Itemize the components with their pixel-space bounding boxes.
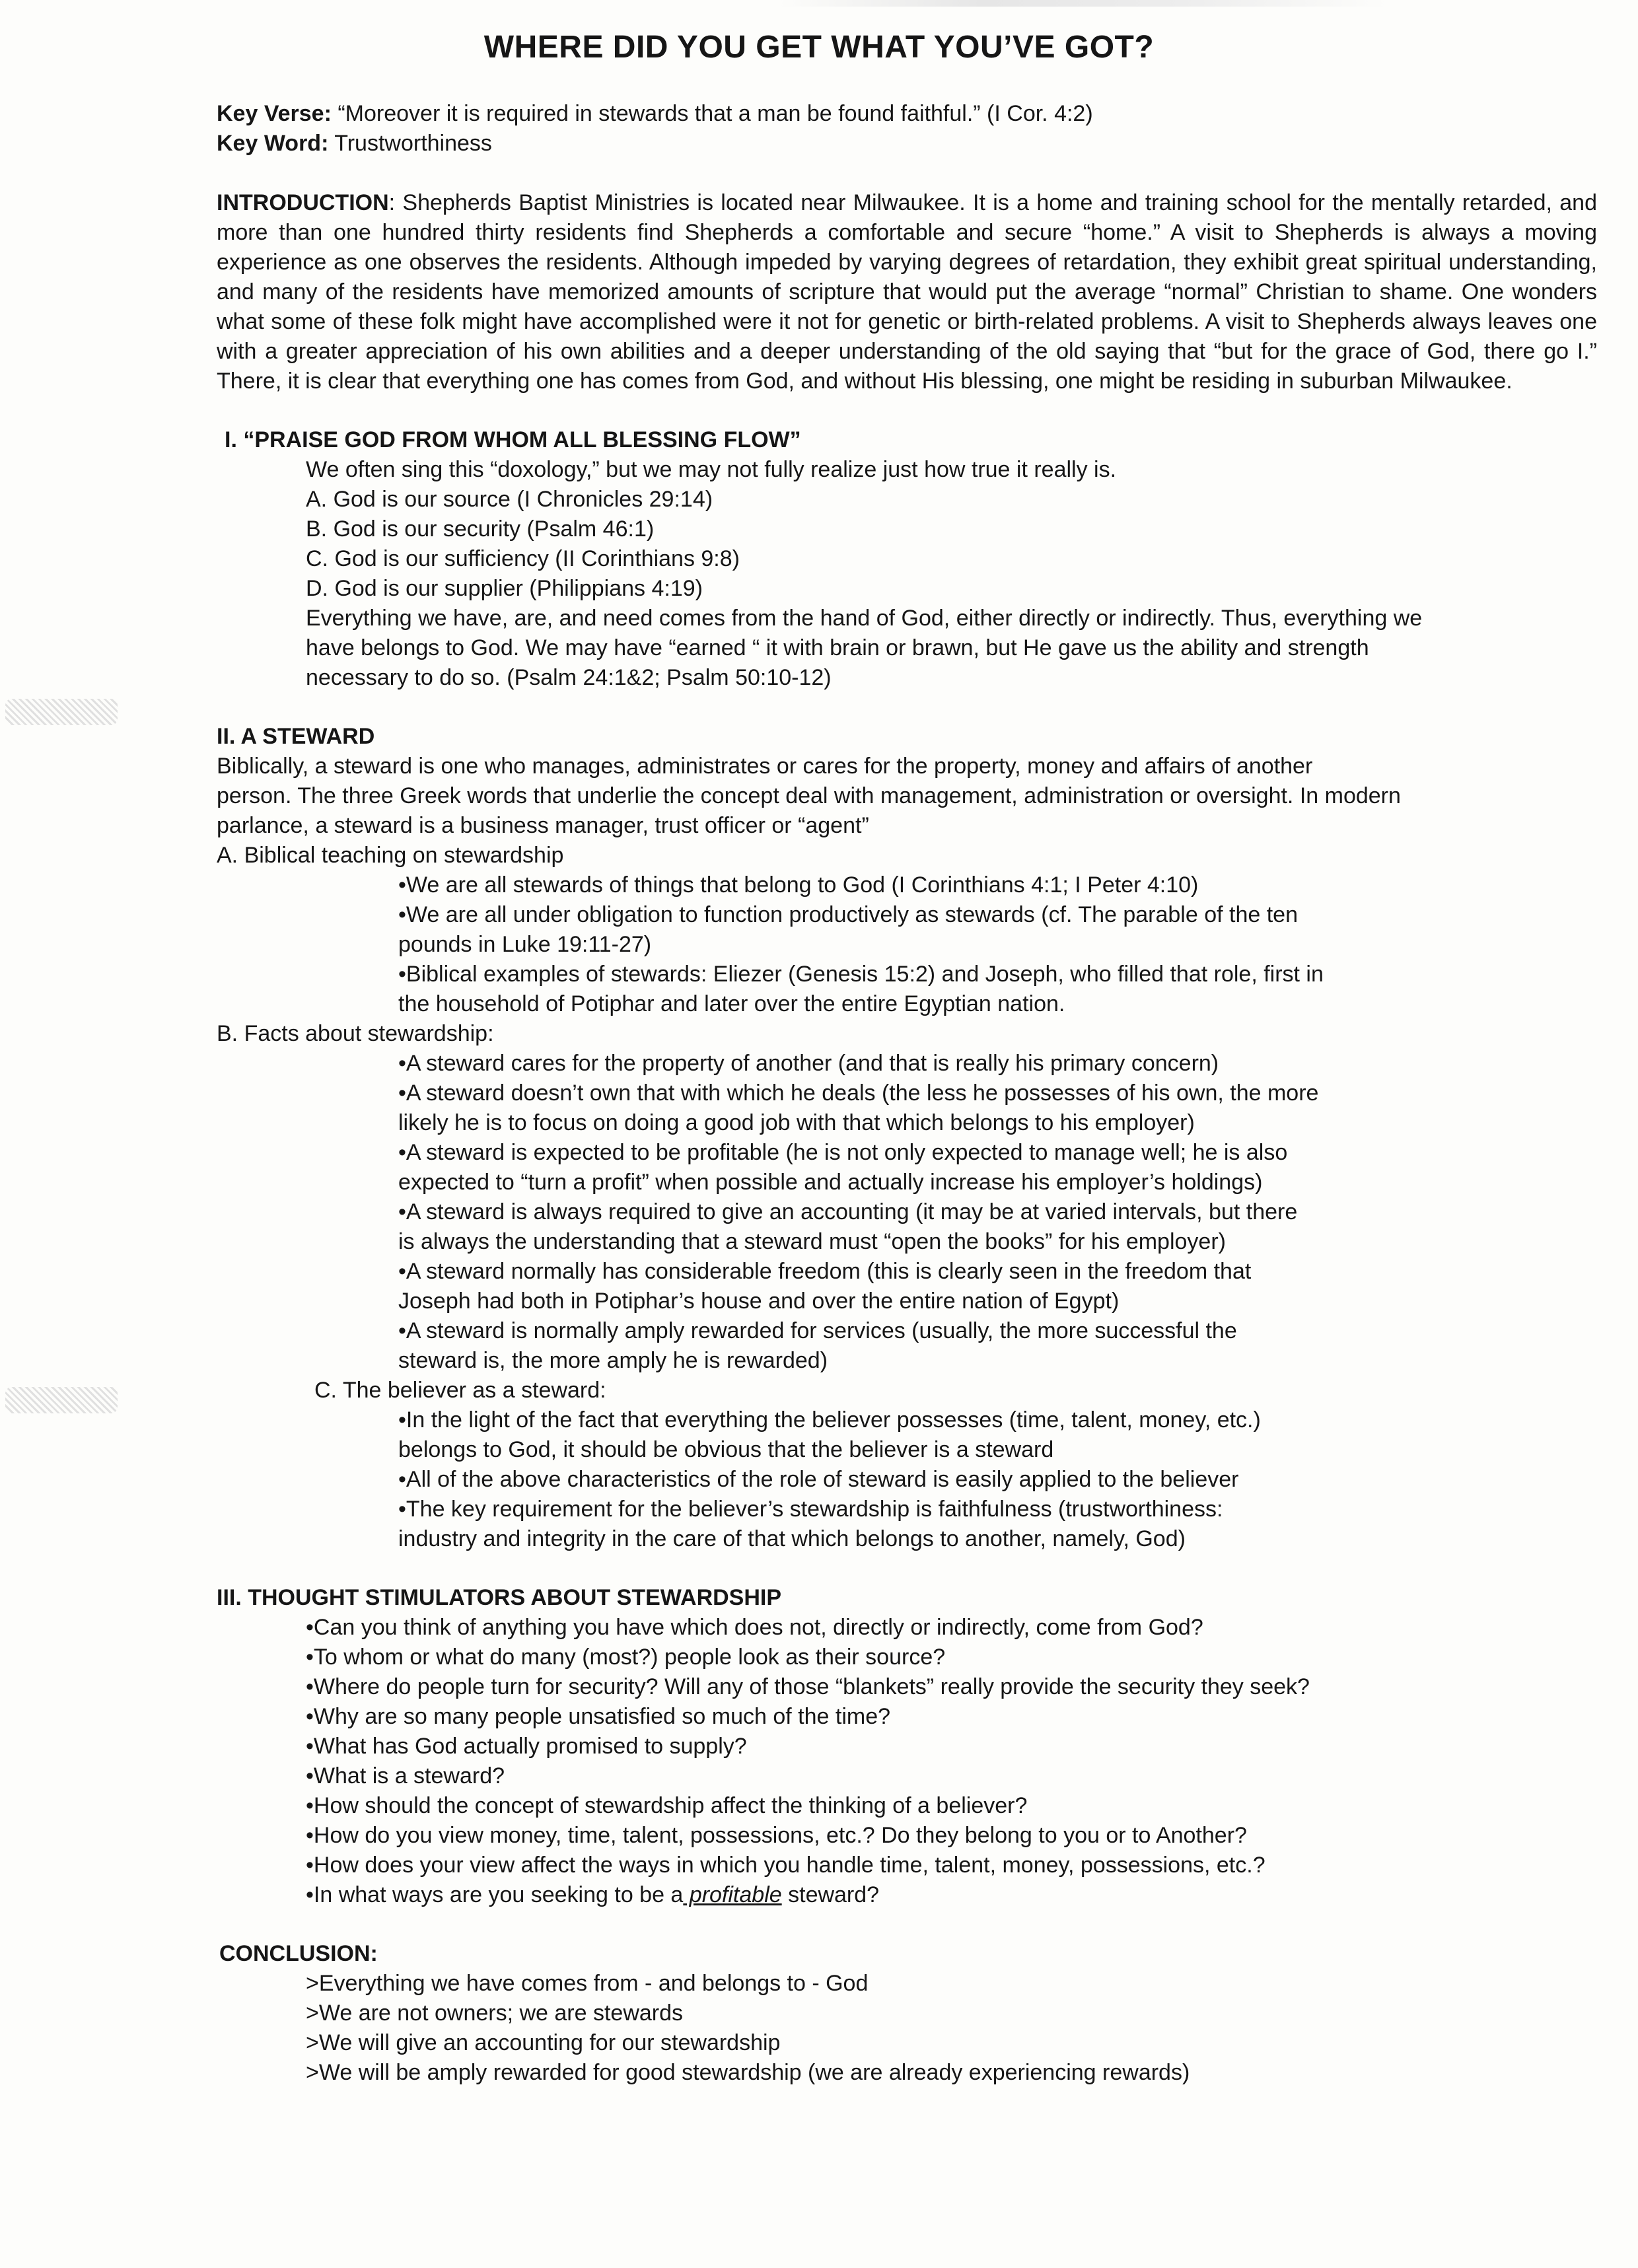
question-item (306, 1880, 1598, 1910)
question-item: •What is a steward? (306, 1763, 505, 1789)
list-item: •A steward doesn’t own that with which he deals (the less he possesses of his own, the more (398, 1081, 1319, 1106)
subsection-b-body (398, 1049, 1598, 1376)
list-item: steward is, the more amply he is rewarded) (398, 1348, 828, 1373)
list-item: Joseph had both in Potiphar’s house and over the entire nation of Egypt) (398, 1289, 1120, 1314)
scan-smudge (5, 1387, 118, 1413)
question-item: •How does your view affect the ways in which you handle time, talent, money, possessions, etc.? (306, 1853, 1265, 1878)
document-body (217, 99, 1598, 2088)
conclusion-item: >We are not owners; we are stewards (306, 2001, 684, 2026)
question-item: •What has God actually promised to supply? (306, 1734, 747, 1759)
key-word (217, 129, 1598, 159)
list-item: •The key requirement for the believer’s stewardship is faithfulness (trustworthiness: (398, 1497, 1223, 1522)
list-item: •In the light of the fact that everything the believer possesses (time, talent, money, etc.) (398, 1407, 1261, 1433)
list-item: •All of the above characteristics of the role of steward is easily applied to the believer (398, 1467, 1239, 1492)
section-3-body (306, 1613, 1598, 1910)
section-1-body (306, 455, 1598, 693)
key-verse-text: “Moreover it is required in stewards that a man be found faithful.” (I Cor. 4:2) (331, 101, 1093, 126)
subsection-b-label: B. Facts about stewardship: (217, 1021, 494, 1046)
conclusion-body (306, 1969, 1598, 2088)
conclusion-heading: CONCLUSION: (219, 1941, 378, 1966)
subsection-a-label: A. Biblical teaching on stewardship (217, 843, 564, 868)
key-word-text: Trustworthiness (328, 131, 492, 156)
key-verse (217, 99, 1598, 129)
conclusion-item: >We will be amply rewarded for good stewardship (we are already experiencing rewards) (306, 2060, 1190, 2085)
section-1-closing-line: have belongs to God. We may have “earned “ it with brain or brawn, but He gave us the ability and strength (306, 635, 1369, 660)
list-item: belongs to God, it should be obvious that the believer is a steward (398, 1437, 1054, 1462)
conclusion-item: >Everything we have comes from - and belongs to - God (306, 1971, 869, 1996)
section-1-closing-line: necessary to do so. (Psalm 24:1&2; Psalm 50:10-12) (306, 665, 832, 690)
list-item: pounds in Luke 19:11-27) (398, 932, 652, 957)
section-1-intro: We often sing this “doxology,” but we may not fully realize just how true it really is. (306, 457, 1117, 482)
key-verse-label: Key Verse: (217, 101, 332, 126)
section-2-intro-line: person. The three Greek words that underlie the concept deal with management, administration or oversight. In modern (217, 783, 1401, 808)
list-item: A. God is our source (I Chronicles 29:14) (306, 487, 713, 512)
section-2-intro-line: parlance, a steward is a business manager, trust officer or “agent” (217, 813, 869, 838)
section-3-heading: III. THOUGHT STIMULATORS ABOUT STEWARDSHIP (217, 1585, 782, 1610)
list-item: •A steward is normally amply rewarded for services (usually, the more successful the (398, 1318, 1237, 1343)
subsection-c-body (398, 1405, 1598, 1554)
question-item: •Where do people turn for security? Will any of those “blankets” really provide the security they seek? (306, 1674, 1310, 1699)
list-item: B. God is our security (Psalm 46:1) (306, 516, 655, 542)
introduction-label: INTRODUCTION (217, 190, 389, 215)
page-title: WHERE DID YOU GET WHAT YOU’VE GOT? (483, 30, 1155, 65)
list-item: •We are all under obligation to function productively as stewards (cf. The parable of the ten (398, 902, 1298, 927)
question-item: •Why are so many people unsatisfied so much of the time? (306, 1704, 891, 1729)
introduction-paragraph (217, 188, 1597, 396)
introduction-text: : Shepherds Baptist Ministries is located near Milwaukee. It is a home and training school for the mentally retarded, and more than one hundred thirty residents find Shepherds a comfortable and secure “home.” A visit to Shepherds is always a moving experience as one observes the residents. Although impeded by varying degrees of retardation, they exhibit great spiritual understanding, and many of the residents have memorized amounts of scripture that would put the average “normal” Christian to shame. One wonders what some of these folk might have accomplished were it not for genetic or birth-related problems. A visit to Shepherds always leaves one with a greater appreciation of his own abilities and a deeper understanding of the old saying that “but for the grace of God, there go I.” There, it is clear that everything one has comes from God, and without His blessing, one might be residing in suburban Milwaukee. (217, 190, 1597, 394)
list-item: the household of Potiphar and later over the entire Egyptian nation. (398, 991, 1065, 1016)
section-1-heading: I. “PRAISE GOD FROM WHOM ALL BLESSING FLOW” (225, 427, 801, 452)
list-item: •We are all stewards of things that belong to God (I Corinthians 4:1; I Peter 4:10) (398, 872, 1199, 898)
question-item: •How do you view money, time, talent, possessions, etc.? Do they belong to you or to Another? (306, 1823, 1247, 1848)
question-text: •In what ways are you seeking to be a (306, 1882, 684, 1907)
question-item: •To whom or what do many (most?) people look as their source? (306, 1645, 946, 1670)
profitable-emphasis: profitable (683, 1882, 782, 1907)
list-item: D. God is our supplier (Philippians 4:19) (306, 576, 703, 601)
subsection-c-label: C. The believer as a steward: (314, 1378, 606, 1403)
scan-artifact (779, 0, 1387, 7)
section-1-closing-line: Everything we have, are, and need comes from the hand of God, either directly or indirectly. Thus, everything we (306, 606, 1423, 631)
list-item: •A steward cares for the property of another (and that is really his primary concern) (398, 1051, 1219, 1076)
conclusion-item: >We will give an accounting for our stewardship (306, 2030, 781, 2055)
list-item: expected to “turn a profit” when possible and actually increase his employer’s holdings) (398, 1170, 1263, 1195)
scan-smudge (5, 699, 118, 725)
list-item: •A steward is always required to give an accounting (it may be at varied intervals, but there (398, 1199, 1298, 1224)
list-item: •A steward is expected to be profitable (he is not only expected to manage well; he is also (398, 1140, 1288, 1165)
key-word-label: Key Word: (217, 131, 329, 156)
question-item: •Can you think of anything you have which does not, directly or indirectly, come from God? (306, 1615, 1203, 1640)
list-item: •A steward normally has considerable freedom (this is clearly seen in the freedom that (398, 1259, 1252, 1284)
list-item: •Biblical examples of stewards: Eliezer (Genesis 15:2) and Joseph, who filled that role, first in (398, 962, 1324, 987)
subsection-a-body (398, 870, 1598, 1019)
question-item: •How should the concept of stewardship affect the thinking of a believer? (306, 1793, 1028, 1818)
list-item: industry and integrity in the care of that which belongs to another, namely, God) (398, 1526, 1186, 1551)
section-2-heading: II. A STEWARD (217, 724, 375, 749)
list-item: C. God is our sufficiency (II Corinthians 9:8) (306, 546, 740, 571)
list-item: likely he is to focus on doing a good job with that which belongs to his employer) (398, 1110, 1195, 1135)
question-text: steward? (781, 1882, 880, 1907)
list-item: is always the understanding that a steward must “open the books” for his employer) (398, 1229, 1226, 1254)
section-2-intro-line: Biblically, a steward is one who manages, administrates or cares for the property, money and affairs of another (217, 754, 1313, 779)
